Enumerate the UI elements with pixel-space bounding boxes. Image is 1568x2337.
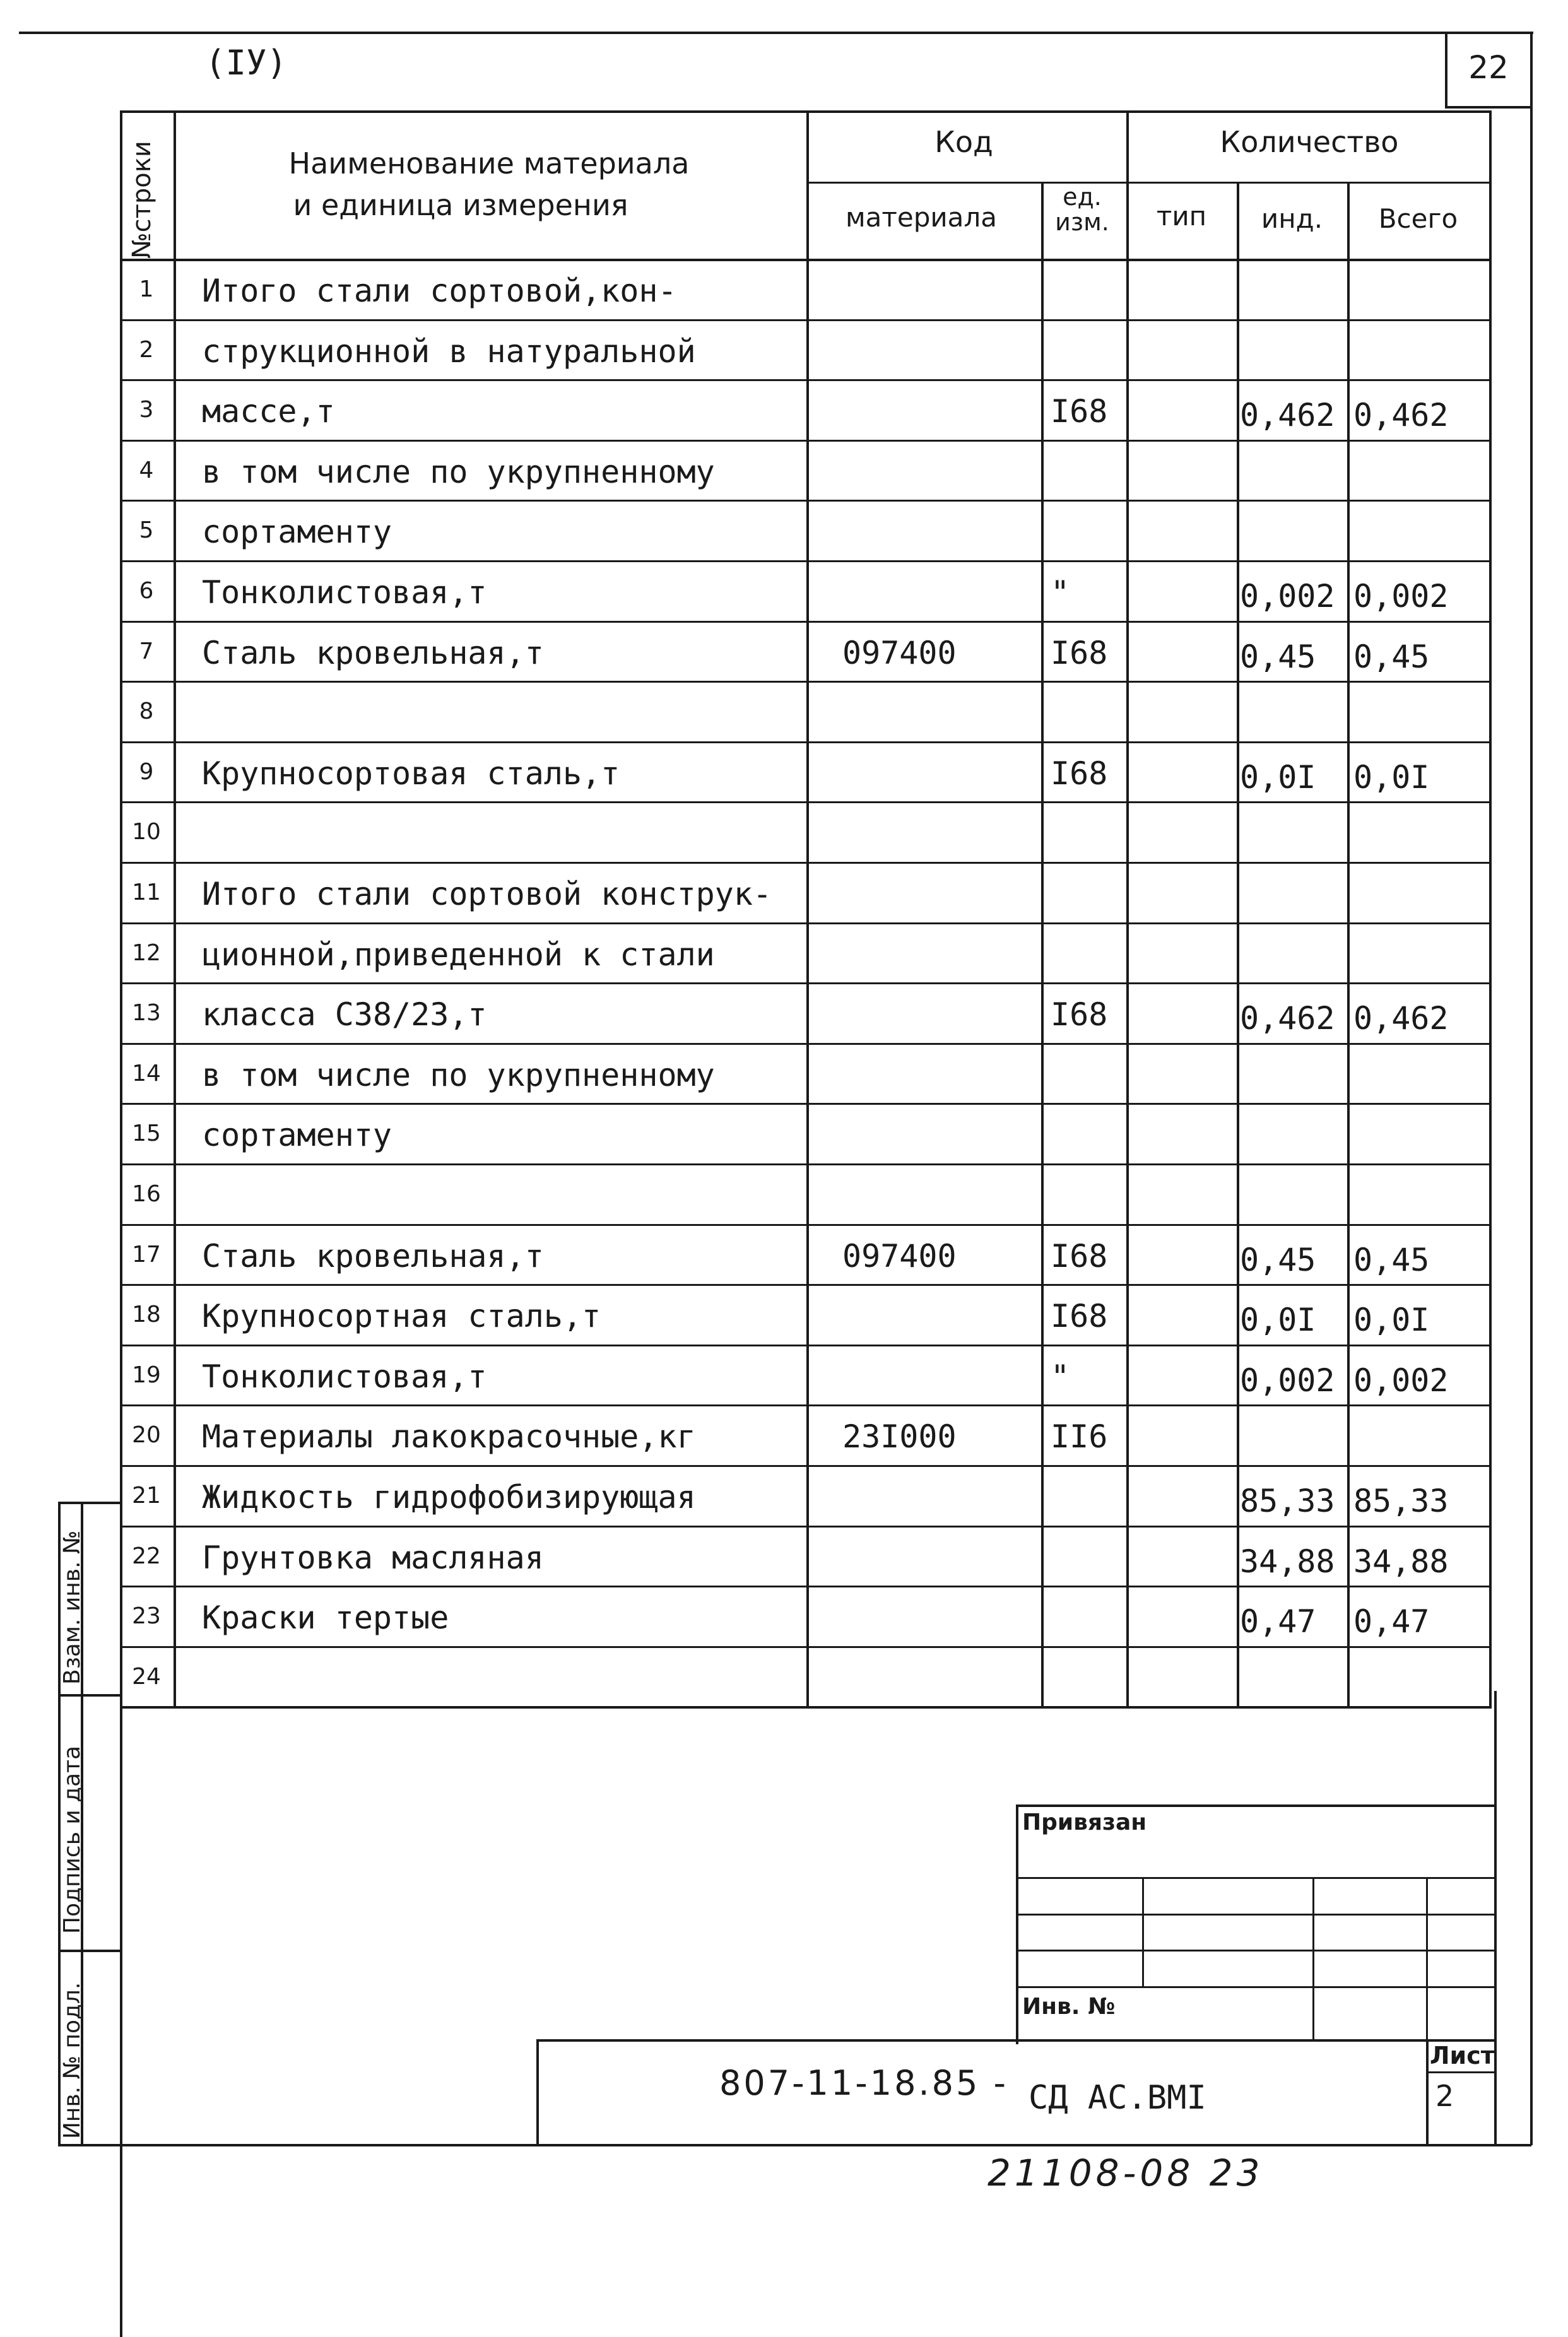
header-name-line1: Наименование материала <box>288 146 690 180</box>
title-block-list-line <box>1426 2071 1495 2073</box>
row-total: 0,462 <box>1353 1000 1449 1037</box>
row-name: Тонколистовая,т <box>202 574 487 611</box>
row-unit: I68 <box>1051 634 1108 671</box>
side-label-vzam: Взам. инв. № <box>59 1530 85 1685</box>
side-strip-top <box>58 1502 121 1504</box>
header-unit-l1: ед. <box>1063 183 1102 211</box>
sheet-box-bottom <box>1445 106 1532 109</box>
stamp-line1 <box>1016 1877 1495 1879</box>
row-number: 20 <box>132 1422 161 1449</box>
table-row-line <box>120 741 1489 743</box>
row-number: 18 <box>132 1302 161 1328</box>
row-unit: " <box>1051 1358 1070 1395</box>
table-header-mid-line <box>806 182 1489 184</box>
stamp-list-no: 2 <box>1435 2079 1454 2113</box>
row-number: 3 <box>139 397 154 423</box>
row-number: 8 <box>139 698 154 725</box>
header-code: Код <box>934 125 993 159</box>
row-ind: 0,462 <box>1240 1000 1335 1037</box>
row-ind: 0,47 <box>1240 1603 1316 1640</box>
row-code: 23I000 <box>842 1418 957 1456</box>
row-ind: 0,45 <box>1240 1241 1316 1278</box>
table-bottom-line <box>120 1706 1492 1709</box>
sheet-number: 22 <box>1468 49 1509 86</box>
row-name: Сталь кровельная,т <box>202 1237 544 1274</box>
row-number: 2 <box>139 336 154 363</box>
row-ind: 0,002 <box>1240 578 1335 615</box>
row-name: сортаменту <box>202 1117 392 1154</box>
side-strip-div1 <box>58 1694 121 1697</box>
table-row-line <box>120 379 1489 381</box>
table-row-line <box>120 1404 1489 1406</box>
row-unit: I68 <box>1051 1237 1108 1274</box>
stamp-doc-code: СД АС.ВМI <box>1029 2079 1206 2117</box>
row-name: Сталь кровельная,т <box>202 634 544 671</box>
row-unit: I68 <box>1051 1298 1108 1335</box>
row-number: 9 <box>139 758 154 785</box>
row-ind: 85,33 <box>1240 1483 1335 1519</box>
row-number: 7 <box>139 638 154 664</box>
table-row-line <box>120 1345 1489 1346</box>
row-number: 16 <box>132 1181 161 1207</box>
stamp-doc-code-hand: 807-11-18.85 - <box>719 2063 1008 2103</box>
row-unit: I68 <box>1051 755 1108 792</box>
stamp-line4 <box>1016 1986 1495 1988</box>
title-block-left <box>536 2039 539 2145</box>
table-col-line-unit <box>1041 182 1044 1706</box>
row-name: Итого стали сортовой конструк- <box>202 876 772 912</box>
stamp-privyazan: Привязан <box>1022 1810 1147 1835</box>
row-name: Итого стали сортовой,кон- <box>202 273 677 309</box>
row-number: 21 <box>132 1483 161 1509</box>
row-number: 13 <box>132 1000 161 1027</box>
header-row-no: №строки <box>127 141 156 259</box>
footer-handwritten-number: 21108-08 23 <box>987 2152 1264 2194</box>
row-total: 0,45 <box>1353 638 1430 675</box>
table-row-line <box>120 440 1489 442</box>
row-total: 0,45 <box>1353 1241 1430 1278</box>
row-name: Грунтовка масляная <box>202 1539 544 1576</box>
stamp-line2 <box>1016 1914 1495 1916</box>
row-name: сортаменту <box>202 514 392 551</box>
row-number: 19 <box>132 1362 161 1388</box>
table-top-line <box>120 110 1492 113</box>
stamp-inv-no: Инв. № <box>1022 1994 1116 2020</box>
row-name: Материалы лакокрасочные,кг <box>202 1418 696 1456</box>
side-strip-div2 <box>58 1950 121 1952</box>
table-row-line <box>120 1284 1489 1286</box>
header-total: Всего <box>1378 203 1458 234</box>
row-unit: I68 <box>1051 393 1108 430</box>
stamp-v1 <box>1142 1877 1144 1986</box>
stamp-left <box>1016 1804 1018 2044</box>
header-unit-l2: изм. <box>1055 208 1109 236</box>
row-name: массе,т <box>202 393 335 430</box>
table-col-line-ind <box>1237 182 1239 1706</box>
row-number: 17 <box>132 1241 161 1268</box>
row-name: в том числе по укрупненному <box>202 453 715 490</box>
row-ind: 0,45 <box>1240 638 1316 675</box>
frame-right <box>1530 32 1533 2145</box>
row-name: класса С38/23,т <box>202 996 487 1033</box>
frame-bottom <box>58 2144 1531 2146</box>
table-row-line <box>120 1526 1489 1528</box>
row-number: 12 <box>132 939 161 966</box>
table-row-line <box>120 1646 1489 1648</box>
row-number: 11 <box>132 880 161 905</box>
table-row-line <box>120 982 1489 984</box>
stamp-top <box>1016 1804 1495 1807</box>
table-col-line-total <box>1347 182 1350 1706</box>
row-name: струкционной в натуральной <box>202 333 696 370</box>
row-number: 4 <box>139 457 154 483</box>
row-ind: 0,462 <box>1240 397 1335 434</box>
table-row-line <box>120 922 1489 924</box>
frame-top <box>19 32 1533 34</box>
table-row-line <box>120 319 1489 321</box>
row-ind: 34,88 <box>1240 1543 1335 1580</box>
stamp-list-label: Лист <box>1430 2042 1495 2069</box>
header-name-line2: и единица измерения <box>293 188 628 222</box>
row-total: 0,002 <box>1353 578 1449 615</box>
table-row-line <box>120 862 1489 864</box>
row-name: в том числе по укрупненному <box>202 1056 715 1093</box>
row-total: 0,002 <box>1353 1362 1449 1399</box>
header-unit <box>1041 184 1123 235</box>
header-quantity: Количество <box>1220 125 1399 159</box>
row-number: 10 <box>132 819 161 845</box>
table-row-line <box>120 1224 1489 1226</box>
stamp-v2 <box>1312 1877 1314 2041</box>
row-unit: " <box>1051 574 1070 611</box>
table-col-line-right <box>1489 110 1492 1706</box>
header-ind: инд. <box>1261 203 1323 234</box>
table-row-line <box>120 681 1489 683</box>
row-number: 22 <box>132 1543 161 1569</box>
table-row-line <box>120 801 1489 803</box>
row-ind: 0,002 <box>1240 1362 1335 1399</box>
row-name: Крупносортная сталь,т <box>202 1298 601 1335</box>
row-total: 0,0I <box>1353 1302 1430 1339</box>
row-code: 097400 <box>842 634 957 671</box>
row-name: Краски тертые <box>202 1599 449 1637</box>
row-number: 14 <box>132 1060 161 1086</box>
table-row-line <box>120 560 1489 562</box>
table-row-line <box>120 1163 1489 1165</box>
row-total: 0,47 <box>1353 1603 1430 1640</box>
row-ind: 0,0I <box>1240 758 1316 796</box>
row-number: 23 <box>132 1603 161 1630</box>
side-label-inv-podl: Инв. № подл. <box>59 1982 85 2139</box>
row-name: Крупносортовая сталь,т <box>202 755 620 792</box>
row-total: 34,88 <box>1353 1543 1449 1580</box>
table-header-bottom-line <box>120 259 1492 261</box>
table-row-line <box>120 1586 1489 1587</box>
header-material: материала <box>845 202 997 233</box>
table-row-line <box>120 1103 1489 1105</box>
row-number: 5 <box>139 517 154 544</box>
side-label-podpis: Подпись и дата <box>59 1745 85 1934</box>
stamp-line3 <box>1016 1950 1495 1951</box>
row-total: 0,462 <box>1353 397 1449 434</box>
row-number: 15 <box>132 1121 161 1147</box>
row-code: 097400 <box>842 1237 957 1274</box>
row-number: 6 <box>139 578 154 604</box>
row-name: Тонколистовая,т <box>202 1358 487 1395</box>
row-unit: I68 <box>1051 996 1108 1033</box>
title-block-list-divider <box>1426 2039 1429 2145</box>
row-name: Жидкость гидрофобизирующая <box>202 1479 696 1516</box>
row-number: 24 <box>132 1663 161 1690</box>
header-type: тип <box>1156 201 1207 232</box>
row-total: 85,33 <box>1353 1483 1449 1519</box>
table-row-line <box>120 1465 1489 1467</box>
row-name: ционной,приведенной к стали <box>202 936 715 973</box>
stamp-right <box>1494 1691 1497 2145</box>
table-row-line <box>120 1043 1489 1045</box>
title-block-top <box>536 2039 1495 2042</box>
page-label: (IУ) <box>205 43 288 83</box>
table-row-line <box>120 621 1489 623</box>
row-total: 0,0I <box>1353 758 1430 796</box>
row-number: 1 <box>139 276 154 302</box>
row-unit: II6 <box>1051 1418 1108 1456</box>
row-ind: 0,0I <box>1240 1302 1316 1339</box>
table-row-line <box>120 500 1489 502</box>
stamp-v3 <box>1426 1877 1428 2041</box>
